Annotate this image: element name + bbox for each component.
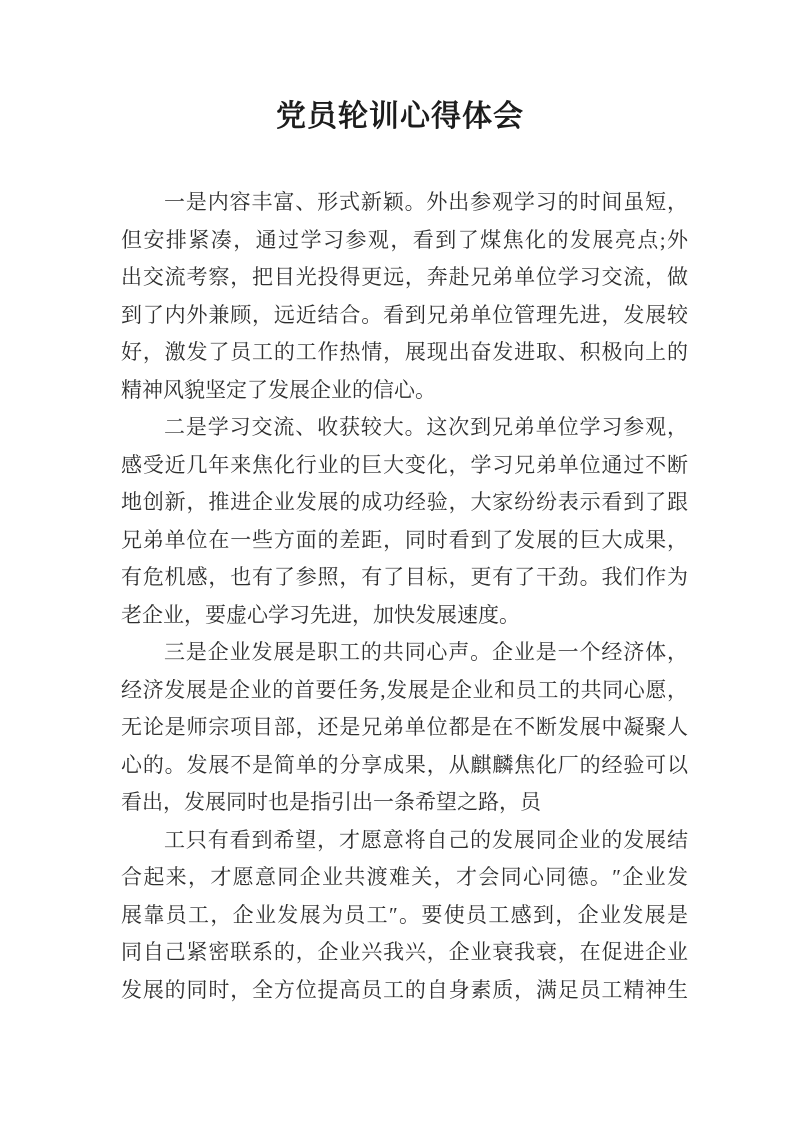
- text-line: 出交流考察，把目光投得更远，奔赴兄弟单位学习交流，做: [121, 265, 688, 289]
- page-title: 党员轮训心得体会: [276, 100, 524, 133]
- text-line: 兄弟单位在一些方面的差距，同时看到了发展的巨大成果，: [121, 527, 688, 552]
- text-line: 有危机感，也有了参照，有了目标，更有了干劲。我们作为: [121, 565, 688, 589]
- text-line: 同自己紧密联系的，企业兴我兴，企业衰我衰，在促进企业: [121, 940, 688, 964]
- text-line: 但安排紧凑，通过学习参观，看到了煤焦化的发展亮点;外: [121, 227, 688, 252]
- text-line: 工只有看到希望，才愿意将自己的发展同企业的发展结: [164, 827, 688, 852]
- text-line: 心的。发展不是简单的分享成果，从麒麟焦化厂的经验可以: [121, 752, 688, 777]
- text-line: 发展的同时，全方位提高员工的自身素质，满足员工精神生: [121, 977, 688, 1002]
- text-line: 合起来，才愿意同企业共渡难关，才会同心同德。″企业发: [121, 865, 688, 889]
- text-line: 无论是师宗项目部，还是兄弟单位都是在不断发展中凝聚人: [121, 715, 688, 739]
- text-line: 到了内外兼顾，远近结合。看到兄弟单位管理先进，发展较: [121, 302, 688, 327]
- text-line: 老企业，要虚心学习先进，加快发展速度。: [121, 602, 520, 627]
- text-line: 看出，发展同时也是指引出一条希望之路，员: [121, 790, 541, 814]
- text-line: 三是企业发展是职工的共同心声。企业是一个经济体，: [164, 640, 688, 664]
- text-line: 感受近几年来焦化行业的巨大变化，学习兄弟单位通过不断: [121, 452, 688, 477]
- text-line: 精神风貌坚定了发展企业的信心。: [121, 377, 436, 402]
- text-line: 一是内容丰富、形式新颖。外出参观学习的时间虽短，: [164, 190, 688, 214]
- text-line: 二是学习交流、收获较大。这次到兄弟单位学习参观，: [164, 415, 688, 439]
- text-line: 地创新，推进企业发展的成功经验，大家纷纷表示看到了跟: [121, 490, 688, 514]
- document-body: [121, 184, 688, 1009]
- text-line: 经济发展是企业的首要任务,发展是企业和员工的共同心愿，: [121, 677, 688, 702]
- text-line: 展靠员工，企业发展为员工″。要使员工感到，企业发展是: [121, 902, 688, 927]
- text-line: 好，激发了员工的工作热情，展现出奋发进取、积极向上的: [121, 340, 688, 364]
